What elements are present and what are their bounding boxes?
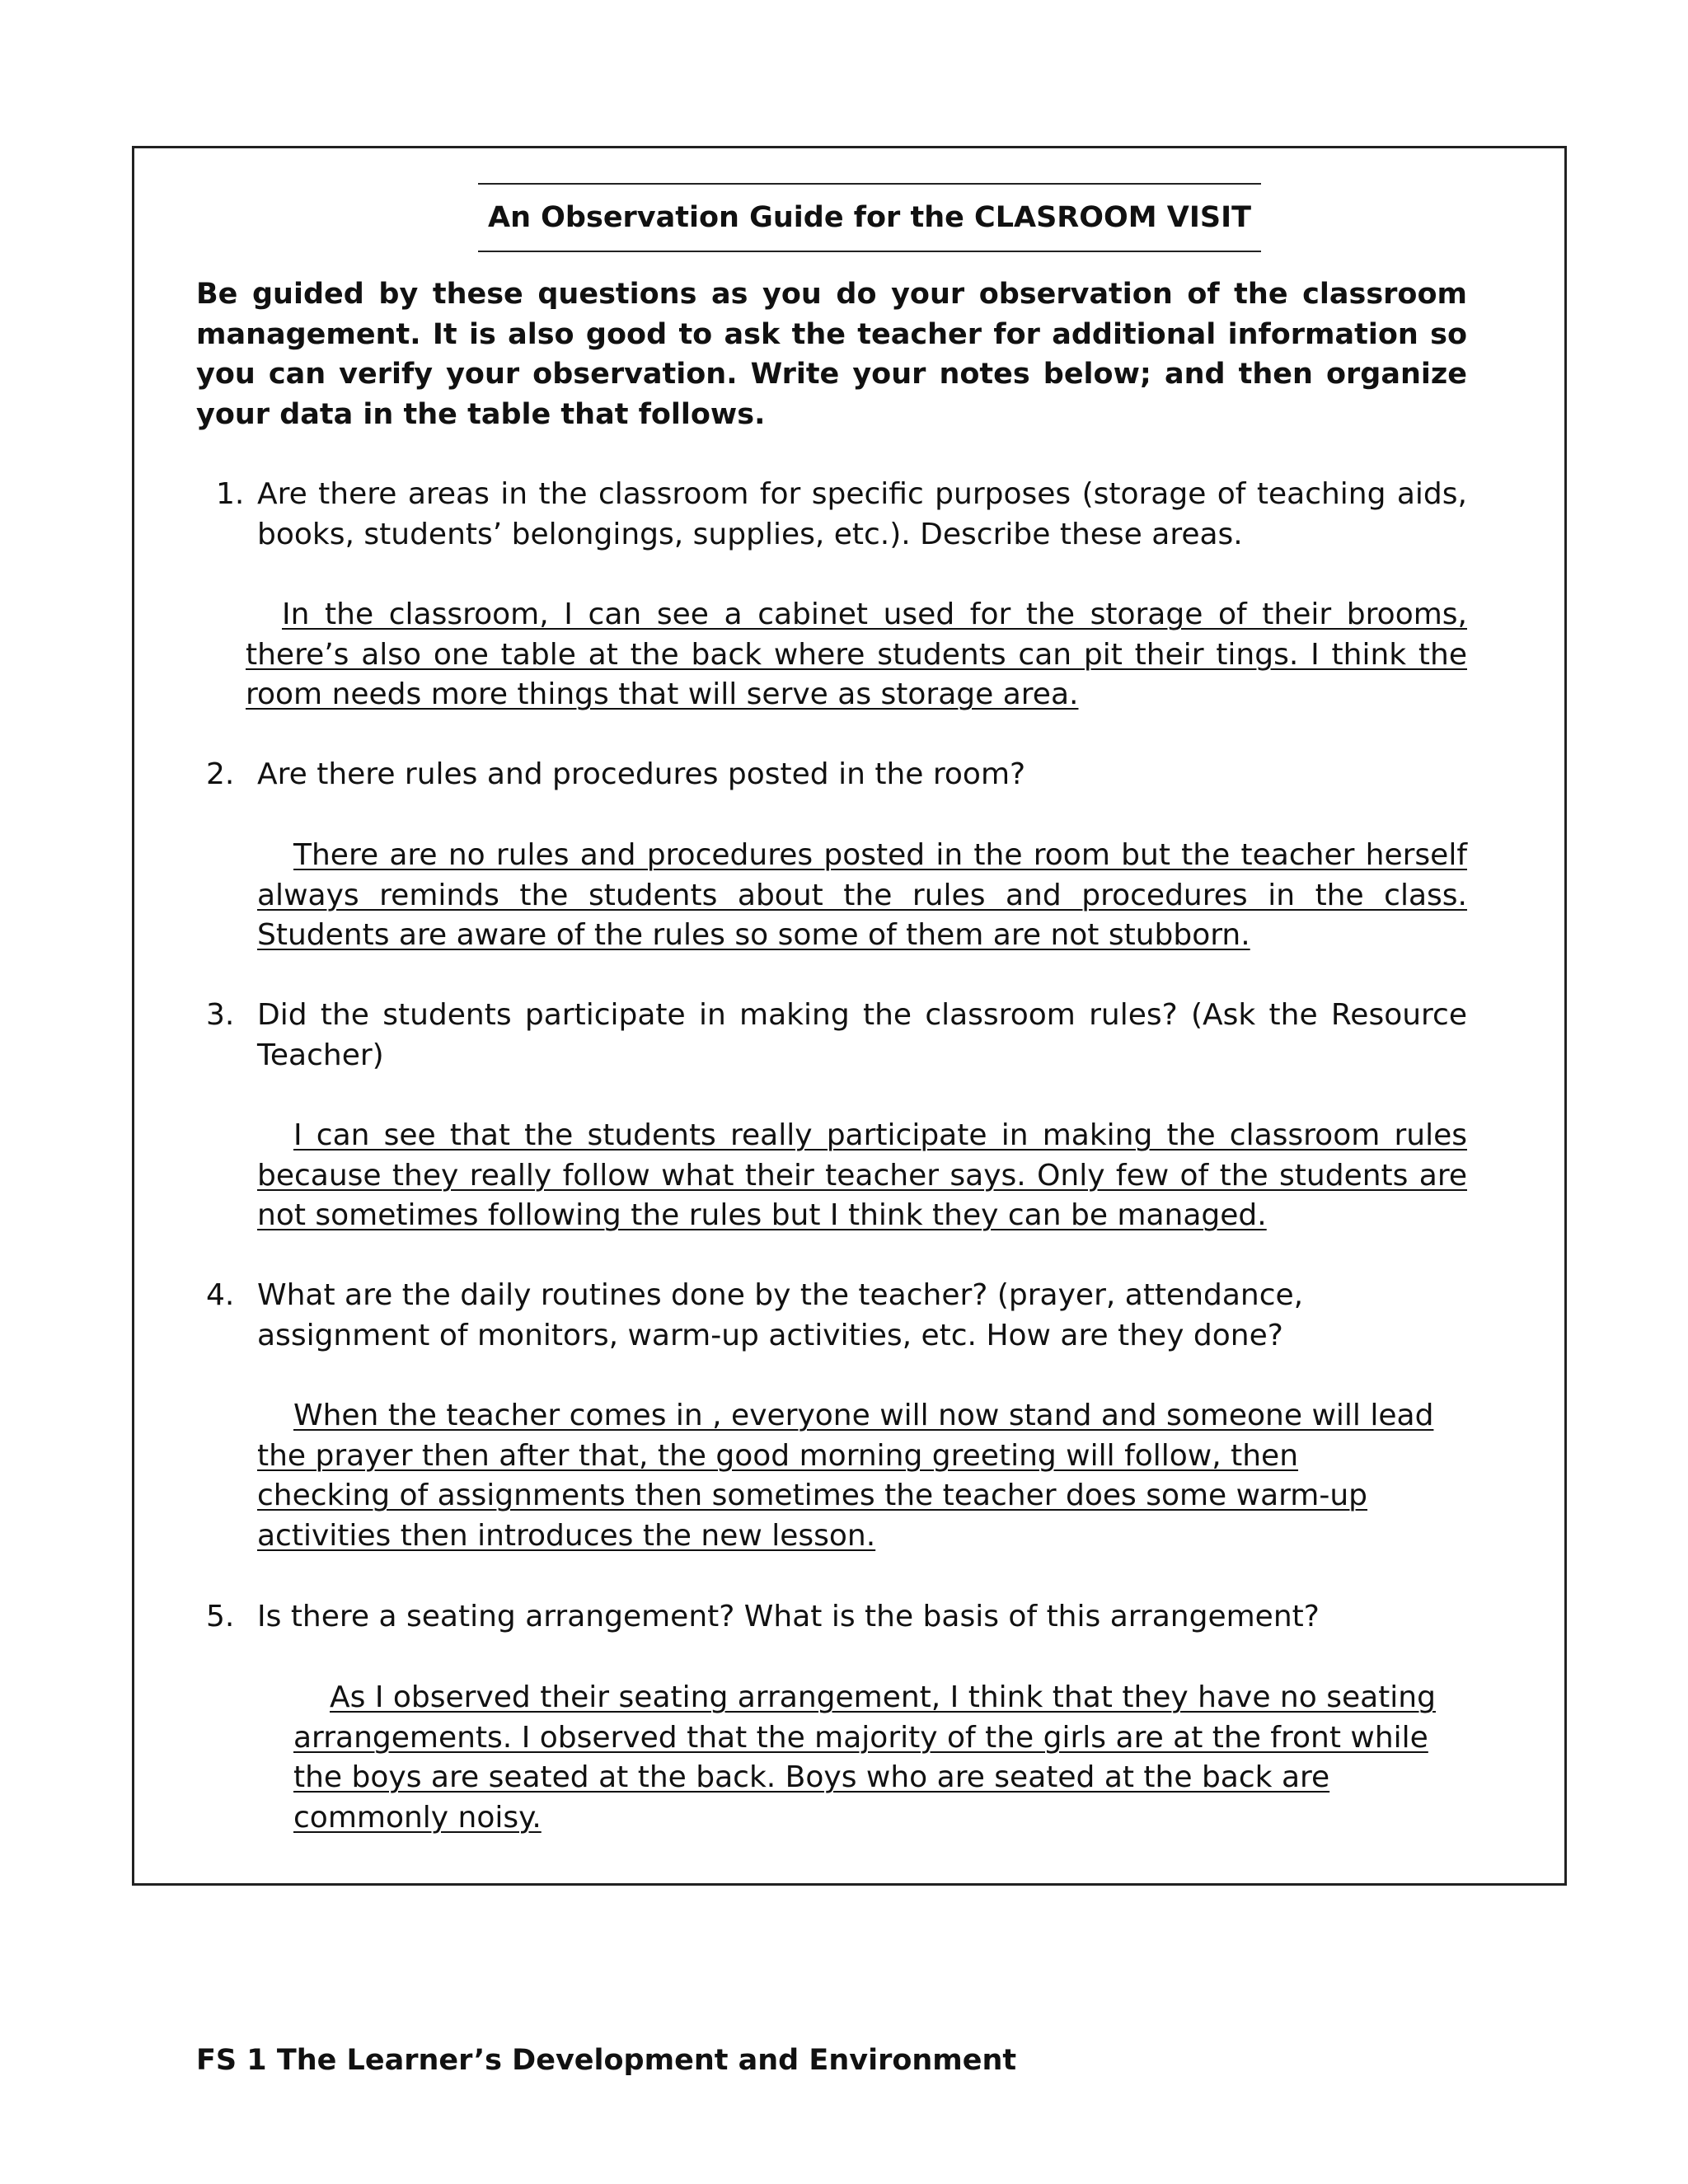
answer-2: There are no rules and procedures posted in the room but the teacher herself always reminds the students about the rules and procedures in the class. Students are aware of the rules so some of them are not stubborn.	[257, 838, 1467, 952]
question-5	[206, 1597, 1467, 1638]
question-text: Are there areas in the classroom for specific purposes (storage of teaching aids, books, students’ belongings, supplies, etc.). Describe these areas.	[257, 477, 1467, 551]
question-text: Did the students participate in making the classroom rules? (Ask the Resource Teacher)	[257, 998, 1467, 1072]
question-number: 1.	[216, 477, 245, 511]
title-box	[478, 183, 1261, 252]
question-1	[216, 475, 1467, 555]
question-number: 2.	[206, 757, 235, 791]
question-text: What are the daily routines done by the teacher? (prayer, attendance, assignment of monitors, warm-up activities, etc. How are they done?	[257, 1278, 1304, 1352]
answer-5: As I observed their seating arrangement, I think that they have no seating arrangements. I observed that the majority of the girls are at the front while the boys are seated at the back. Boys who are seated at the back are commonly noisy.	[293, 1680, 1436, 1835]
question-2	[206, 755, 1467, 795]
instructions-paragraph: Be guided by these questions as you do your observation of the classroom management. It is also good to ask the teacher for additional information so you can verify your observation. Write your notes below; and then organize your data in the table that follows.	[196, 278, 1467, 431]
question-text: Are there rules and procedures posted in the room?	[257, 757, 1026, 791]
question-number: 4.	[206, 1278, 235, 1312]
answer-1: In the classroom, I can see a cabinet used for the storage of their brooms, there’s also one table at the back where students can pit their tings. I think the room needs more things that will serve as storage area.	[246, 598, 1467, 711]
question-3	[206, 996, 1467, 1076]
question-number: 5.	[206, 1600, 235, 1633]
question-number: 3.	[206, 998, 235, 1032]
answer-3: I can see that the students really participate in making the classroom rules because they really follow what their teacher says. Only few of the students are not sometimes following the rules but I think they can be managed.	[257, 1118, 1467, 1232]
page-title: An Observation Guide for the CLASROOM VISIT	[487, 201, 1251, 234]
page-footer: FS 1 The Learner’s Development and Environment	[196, 2044, 1017, 2077]
answer-4: When the teacher comes in , everyone will now stand and someone will lead the prayer then after that, the good morning greeting will follow, then checking of assignments then sometimes the teacher does some warm-up activities then introduces the new lesson.	[257, 1399, 1434, 1553]
question-4	[206, 1276, 1426, 1356]
question-text: Is there a seating arrangement? What is the basis of this arrangement?	[257, 1600, 1320, 1633]
